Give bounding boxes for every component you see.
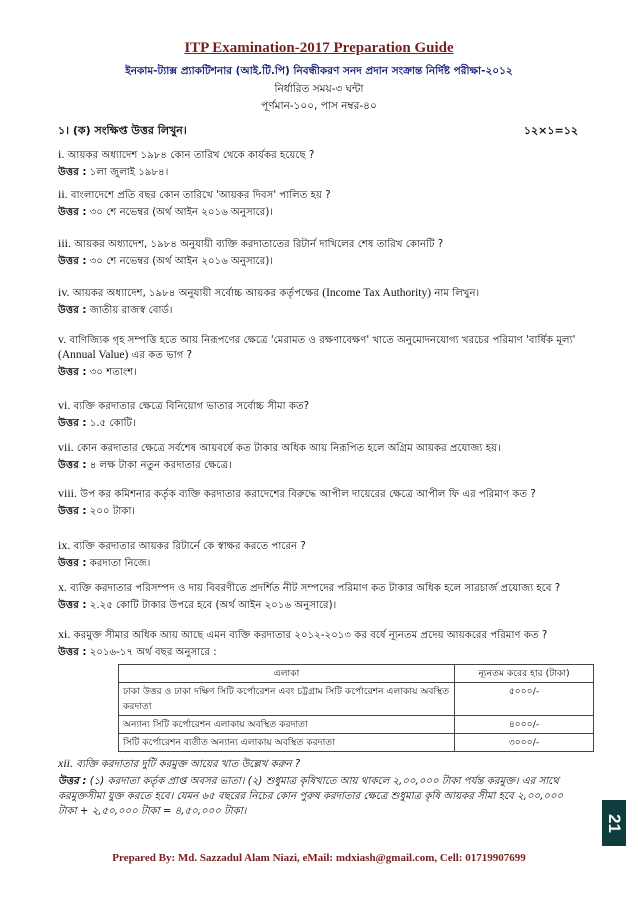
question-number: ii. xyxy=(58,187,68,201)
question-number: iii. xyxy=(58,236,72,250)
question-item xyxy=(58,440,580,473)
question-text: ব্যক্তি করদাতার পরিসম্পদ ও দায় বিবরণীতে প্রদর্শিত নীট সম্পদের পরিমাণ কত টাকার অধিক হলে সারচার্জ প্রযোজ্য হবে ? xyxy=(70,583,561,594)
question-text: আয়কর অধ্যাদেশ, ১৯৮৪ অনুযায়ী সর্বোচ্চ আয়কর কর্তৃপক্ষের xyxy=(72,288,319,299)
answer-text: ২.২৫ কোটি টাকার উপরে হবে (অর্থ আইন ২০১৬ অনুসারে)। xyxy=(89,600,337,611)
table-cell-amount: ৪০০০/- xyxy=(455,716,594,734)
section-title: ১। (ক) সংক্ষিপ্ত উত্তর লিখুন। xyxy=(58,124,187,137)
exam-time: নির্ধারিত সময়-৩ ঘন্টা xyxy=(274,83,364,95)
answer-label: উত্তর : xyxy=(58,600,87,611)
question-item xyxy=(58,756,580,819)
question-number: v. xyxy=(58,332,67,346)
exam-subtitle: ইনকাম-ট্যাক্স প্র্যাকটিশনার (আই.টি.পি) নিবন্ধীকরণ সনদ প্রদান সংক্রান্ত নির্দিষ্ট পরীক্ষা-২০১২ xyxy=(125,65,513,77)
section-heading xyxy=(58,122,578,141)
table-cell-amount: ৫০০০/- xyxy=(455,683,594,716)
question-text: আয়কর অধ্যাদেশ, ১৯৮৪ অনুযায়ী ব্যক্তি করদাতাতের রিটার্ন দাখিলের শেষ তারিখ কোনটি ? xyxy=(74,239,444,250)
question-number: i. xyxy=(58,147,65,161)
table-header-row xyxy=(119,665,594,683)
table-row xyxy=(119,683,594,716)
question-item xyxy=(58,236,580,269)
table-cell-amount: ৩০০০/- xyxy=(455,734,594,752)
page-title: ITP Examination-2017 Preparation Guide xyxy=(184,40,454,56)
section-score: ১২×১=১২ xyxy=(523,124,578,137)
answer-label: উত্তর : xyxy=(58,367,87,378)
footer-credit: Prepared By: Md. Sazzadul Alam Niazi, eMail: mdxiash@gmail.com, Cell: 01719907699 xyxy=(112,852,526,864)
question-item xyxy=(58,538,580,571)
table-header-cell: ন্যূনতম করের হার (টাকা) xyxy=(455,665,594,683)
answer-label: উত্তর : xyxy=(58,506,87,517)
answer-text: (১) করদাতা কর্তৃক প্রাপ্ত অবসর ভাতা। (২) শুধুমাত্র কৃষিখাতে আয় থাকলে ২,০০,০০০ টাকা পর্যন্ত করমুক্ত। এর সাথে করমুক্তসীমা যুক্ত করতে হবে। যেমন ৬৫ বছরের নিচের কোন পুরুষ করদাতার ক্ষেত্রে শুধুমাত্র কৃষি আয়কর সীমা হবে ২,০০,০০০ টাকা + ২,৫০,০০০ টাকা = ৪,৫০,০০০ টাকা। xyxy=(58,776,564,817)
answer-text: ৪ লক্ষ টাকা নতুন করদাতার ক্ষেত্রে। xyxy=(89,460,232,471)
question-text: ব্যক্তি করদাতার দুটি করমুক্ত আয়ের খাত উল্লেখ করুন ? xyxy=(76,759,301,770)
answer-label: উত্তর : xyxy=(58,558,87,569)
answer-text: করদাতা নিজে। xyxy=(89,558,151,569)
question-item xyxy=(58,147,580,180)
answer-label: উত্তর : xyxy=(58,776,87,787)
table-row xyxy=(119,734,594,752)
question-text: কোন করদাতার ক্ষেত্রে সর্বশেষ আয়বর্ষে কত টাকার অধিক আয় নিরূপিত হলে অগ্রিম আয়কর প্রযোজ্য হয়। xyxy=(76,443,501,454)
question-number: xii. xyxy=(58,756,73,770)
question-text: আয়কর অধ্যাদেশ ১৯৮৪ কোন তারিখ থেকে কার্যকর হয়েছে ? xyxy=(67,150,315,161)
question-item xyxy=(58,398,580,431)
answer-label: উত্তর : xyxy=(58,647,87,658)
question-text: ব্যক্তি করদাতার ক্ষেত্রে বিনিয়োগ ভাতার সর্বোচ্চ সীমা কত? xyxy=(73,401,310,412)
answer-text: ৩০ শে নভেম্বর (অর্থ আইন ২০১৬ অনুসারে)। xyxy=(89,256,273,267)
answer-label: উত্তর : xyxy=(58,305,87,316)
answer-text: ২০০ টাকা। xyxy=(89,506,136,517)
question-number: ix. xyxy=(58,538,71,552)
table-header-cell: এলাকা xyxy=(119,665,455,683)
question-item xyxy=(58,285,580,318)
minimum-tax-table xyxy=(118,664,594,752)
answer-text: ১লা জুলাই ১৯৮৪। xyxy=(89,167,169,178)
exam-marks: পূর্ণমান-১০০, পাস নম্বর-৪০ xyxy=(261,100,377,112)
question-text-tail: নাম লিখুন। xyxy=(434,288,480,299)
answer-label: উত্তর : xyxy=(58,256,87,267)
question-number: vii. xyxy=(58,440,74,454)
table-cell-area: সিটি কর্পোরেশন ব্যতীত অন্যান্য এলাকায় অবস্থিত করদাতা xyxy=(119,734,455,752)
table-row xyxy=(119,716,594,734)
question-item xyxy=(58,486,580,519)
answer-label: উত্তর : xyxy=(58,460,87,471)
question-number: vi. xyxy=(58,398,71,412)
answer-text: জাতীয় রাজস্ব বোর্ড। xyxy=(89,305,173,316)
answer-text: ১.৫ কোটি। xyxy=(89,418,136,429)
question-text: বাংলাদেশে প্রতি বছর কোন তারিখে 'আয়কর দিবস' পালিত হয় ? xyxy=(70,190,331,201)
page-number: 21 xyxy=(602,800,626,846)
question-text-english: (Income Tax Authority) xyxy=(322,287,432,299)
answer-label: উত্তর : xyxy=(58,167,87,178)
question-number: xi. xyxy=(58,627,71,641)
answer-text: ২০১৬-১৭ অর্থ বছর অনুসারে : xyxy=(89,647,217,658)
question-text: উপ কর কমিশনার কর্তৃক ব্যক্তি করদাতার করাদেশের বিরুদ্ধে আপীল দায়েরের ক্ষেত্রে আপীল ফি এর পরিমাণ কত ? xyxy=(80,489,536,500)
question-text-english: (Annual Value) xyxy=(58,349,129,361)
answer-text: ৩০ শতাংশ। xyxy=(89,367,137,378)
question-text-tail: এর কত ভাগ ? xyxy=(131,350,193,361)
question-item xyxy=(58,580,580,613)
question-item xyxy=(58,627,580,660)
question-number: viii. xyxy=(58,486,78,500)
question-text: ব্যক্তি করদাতার আয়কর রিটার্নে কে স্বাক্ষর করতে পারেন ? xyxy=(73,541,306,552)
question-number: iv. xyxy=(58,285,70,299)
table-cell-area: ঢাকা উত্তর ও ঢাকা দক্ষিণ সিটি কর্পোরেশন এবং চট্টগ্রাম সিটি কর্পোরেশন এলাকায় অবস্থিত করদাতা xyxy=(119,683,455,716)
answer-text: ৩০ শে নভেম্বর (অর্থ আইন ২০১৬ অনুসারে)। xyxy=(89,207,273,218)
question-text: করমুক্ত সীমার অধিক আয় আছে এমন ব্যক্তি করদাতার ২০১২-২০১৩ কর বর্ষে ন্যূনতম প্রদেয় আয়করের পরিমাণ কত ? xyxy=(73,630,548,641)
answer-label: উত্তর : xyxy=(58,207,87,218)
question-number: x. xyxy=(58,580,67,594)
answer-label: উত্তর : xyxy=(58,418,87,429)
table-cell-area: অন্যান্য সিটি কর্পোরেশন এলাকায় অবস্থিত করদাতা xyxy=(119,716,455,734)
question-item xyxy=(58,187,580,220)
question-item xyxy=(58,332,580,380)
question-text: বাণিজ্যিক গৃহ সম্পত্তি হতে আয় নিরূপণের ক্ষেত্রে 'মেরামত ও রক্ষণাবেক্ষণ' খাতে অনুমোদনযোগ্য খরচের পরিমাণ 'বার্ষিক মূল্য' xyxy=(69,335,576,346)
